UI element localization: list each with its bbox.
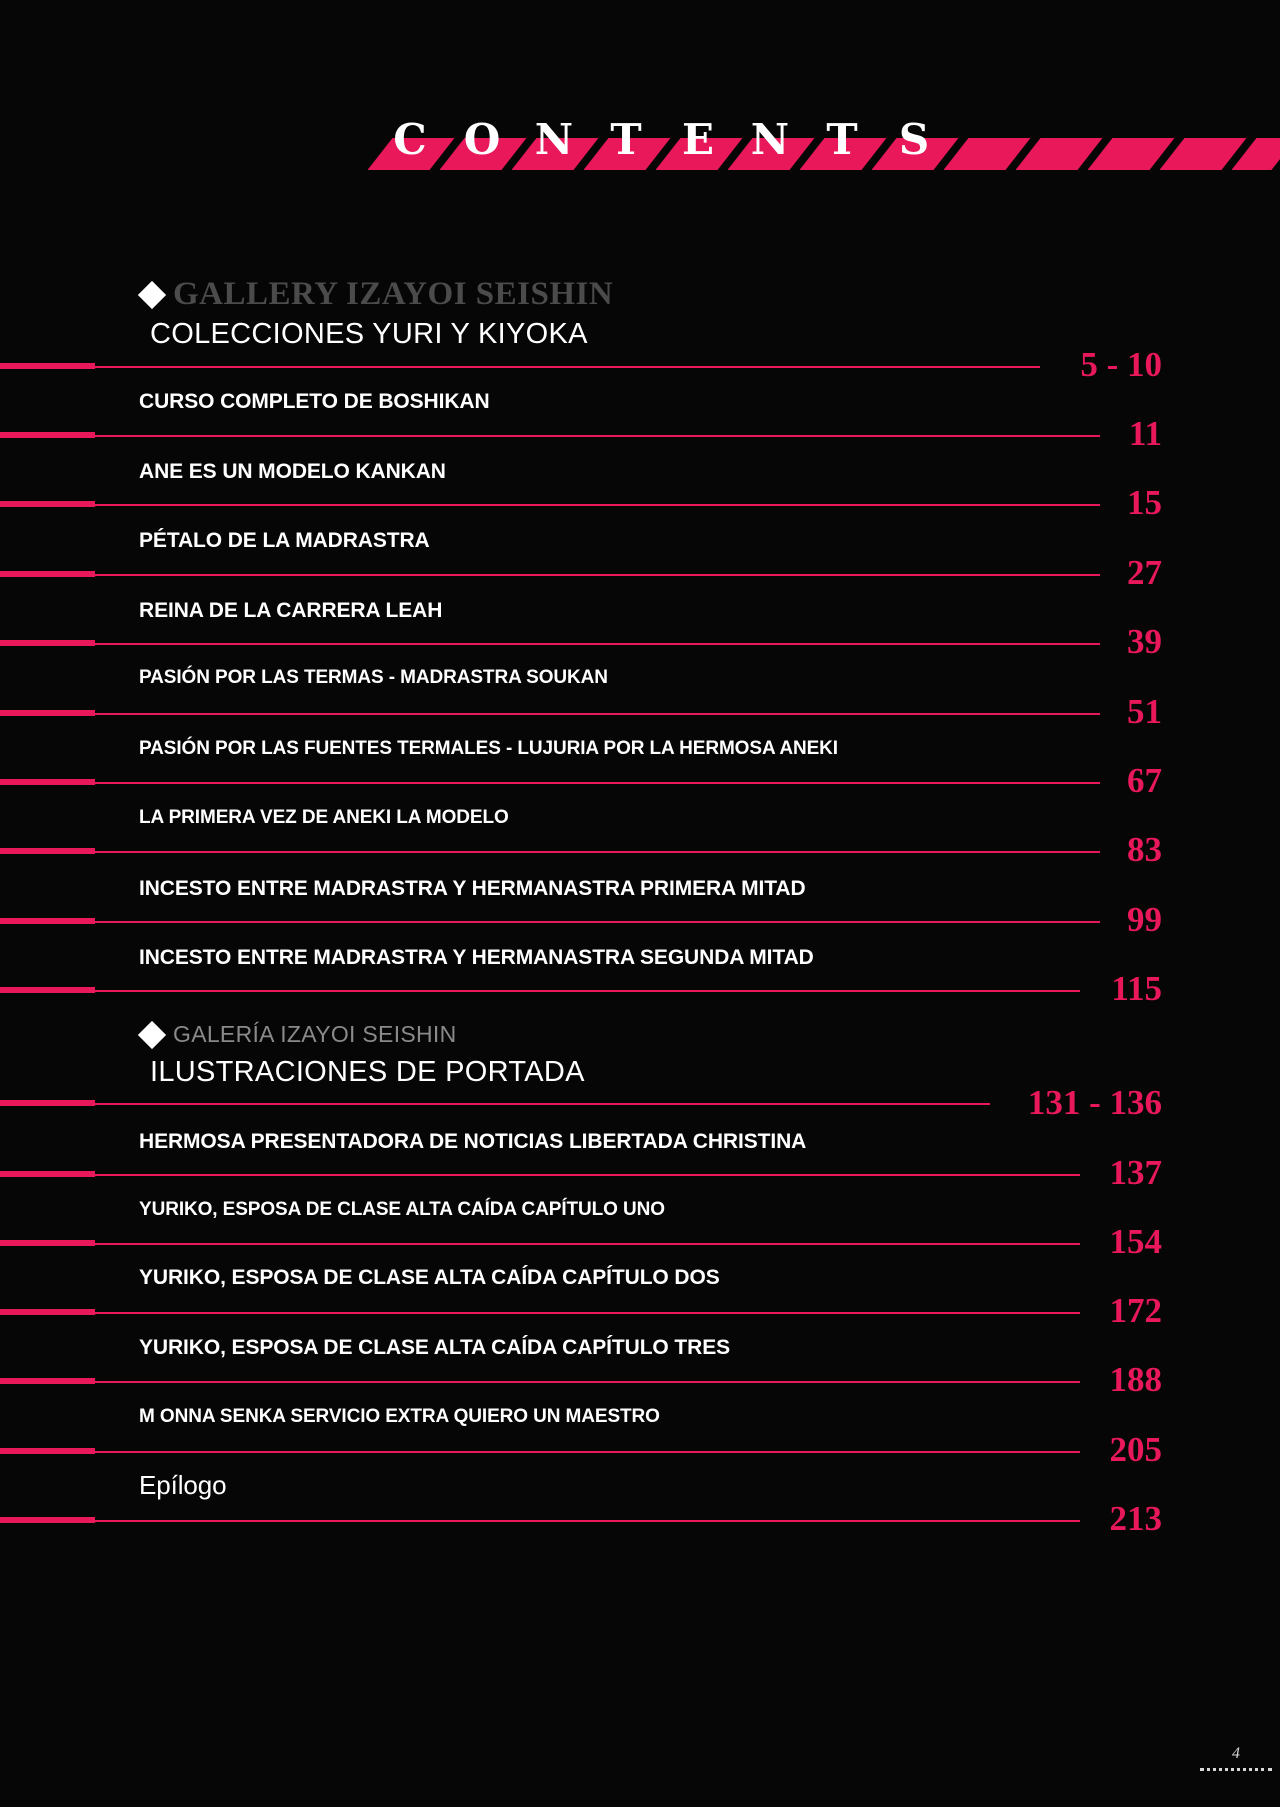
rule-line	[95, 921, 1100, 923]
rule-tab	[0, 1240, 95, 1246]
rule-line	[95, 1103, 990, 1105]
rule-tab	[0, 779, 95, 785]
contents-banner	[370, 116, 1280, 186]
rule-line	[95, 643, 1100, 645]
title-letter: E	[681, 115, 714, 164]
entry-title: LA PRIMERA VEZ DE ANEKI LA MODELO	[139, 807, 509, 828]
banner-diamond	[1159, 138, 1246, 170]
page-folio: 4	[1232, 1745, 1240, 1762]
entry-title: M ONNA SENKA SERVICIO EXTRA QUIERO UN MAESTRO	[139, 1406, 660, 1427]
rule-tab	[0, 1378, 95, 1384]
page-number: 188	[1109, 1360, 1162, 1399]
entry-title: ANE ES UN MODELO KANKAN	[139, 460, 446, 483]
page-number: 15	[1127, 483, 1162, 522]
entry-title: REINA DE LA CARRERA LEAH	[139, 599, 443, 622]
page-number: 99	[1127, 900, 1162, 939]
title-letter: N	[750, 115, 790, 164]
page-number: 137	[1109, 1153, 1162, 1192]
title-letter: C	[393, 115, 427, 164]
banner-diamond	[943, 138, 1030, 170]
rule-tab	[0, 1448, 95, 1454]
rule-tab	[0, 1171, 95, 1177]
page-number: 67	[1127, 761, 1162, 800]
rule-tab	[0, 571, 95, 577]
banner-diamond	[1015, 138, 1102, 170]
rule-line	[95, 1520, 1080, 1522]
rule-tab	[0, 501, 95, 507]
rule-line	[95, 1174, 1080, 1176]
rule-line	[95, 1243, 1080, 1245]
entry-title: PASIÓN POR LAS TERMAS - MADRASTRA SOUKAN	[139, 667, 608, 688]
diamond-bullet-icon	[138, 280, 166, 308]
rule-tab	[0, 710, 95, 716]
rule-line	[95, 574, 1100, 576]
rule-line	[95, 1381, 1080, 1383]
entry-title: INCESTO ENTRE MADRASTRA Y HERMANASTRA PRIMERA MITAD	[139, 877, 806, 900]
entry-title: YURIKO, ESPOSA DE CLASE ALTA CAÍDA CAPÍTULO UNO	[139, 1199, 665, 1220]
page-number: 11	[1128, 414, 1162, 453]
rule-line	[95, 990, 1080, 992]
section-kicker-label: GALLERY IZAYOI SEISHIN	[173, 276, 614, 312]
page-number: 39	[1127, 622, 1162, 661]
entry-title: YURIKO, ESPOSA DE CLASE ALTA CAÍDA CAPÍTULO DOS	[139, 1266, 720, 1289]
section-kicker-label: GALERÍA IZAYOI SEISHIN	[173, 1021, 457, 1047]
rule-line	[95, 851, 1100, 853]
page-number: 154	[1109, 1222, 1162, 1261]
banner-diamond	[1087, 138, 1174, 170]
section-title: ILUSTRACIONES DE PORTADA	[150, 1056, 585, 1088]
entry-title: INCESTO ENTRE MADRASTRA Y HERMANASTRA SEGUNDA MITAD	[139, 946, 814, 969]
page-number: 205	[1109, 1430, 1162, 1469]
rule-tab	[0, 1309, 95, 1315]
rule-tab	[0, 363, 95, 369]
page-number: 5 - 10	[1080, 345, 1162, 384]
page-number: 51	[1127, 692, 1162, 731]
page-number: 115	[1111, 969, 1162, 1008]
rule-line	[95, 366, 1040, 368]
title-letter: O	[463, 115, 501, 164]
page-number: 213	[1109, 1499, 1162, 1538]
rule-tab	[0, 1100, 95, 1106]
page-number: 83	[1127, 830, 1162, 869]
title-letter: T	[826, 115, 858, 164]
title-letter: T	[610, 115, 642, 164]
entry-title: YURIKO, ESPOSA DE CLASE ALTA CAÍDA CAPÍTULO TRES	[139, 1336, 731, 1359]
rule-tab	[0, 848, 95, 854]
diamond-bullet-icon	[138, 1020, 166, 1048]
section-kicker	[138, 276, 613, 313]
rule-line	[95, 504, 1100, 506]
section-kicker	[138, 1021, 457, 1048]
rule-line	[95, 1451, 1080, 1453]
page-number: 131 - 136	[1027, 1083, 1162, 1122]
rule-line	[95, 435, 1100, 437]
entry-title: HERMOSA PRESENTADORA DE NOTICIAS LIBERTADA CHRISTINA	[139, 1130, 807, 1153]
rule-tab	[0, 987, 95, 993]
page-number: 172	[1109, 1291, 1162, 1330]
entry-title: PASIÓN POR LAS FUENTES TERMALES - LUJURIA POR LA HERMOSA ANEKI	[139, 738, 838, 759]
rule-line	[95, 782, 1100, 784]
title-letter: S	[898, 115, 930, 164]
title-letter: N	[534, 115, 574, 164]
rule-line	[95, 713, 1100, 715]
entry-title: CURSO COMPLETO DE BOSHIKAN	[139, 390, 490, 413]
entry-title: Epílogo	[139, 1470, 227, 1500]
section-title: COLECCIONES YURI Y KIYOKA	[150, 318, 588, 350]
rule-tab	[0, 918, 95, 924]
rule-tab	[0, 432, 95, 438]
page-number: 27	[1127, 553, 1162, 592]
rule-tab	[0, 640, 95, 646]
rule-tab	[0, 1517, 95, 1523]
rule-line	[95, 1312, 1080, 1314]
folio-dotted-rule	[1200, 1768, 1272, 1774]
entry-title: PÉTALO DE LA MADRASTRA	[139, 529, 430, 552]
